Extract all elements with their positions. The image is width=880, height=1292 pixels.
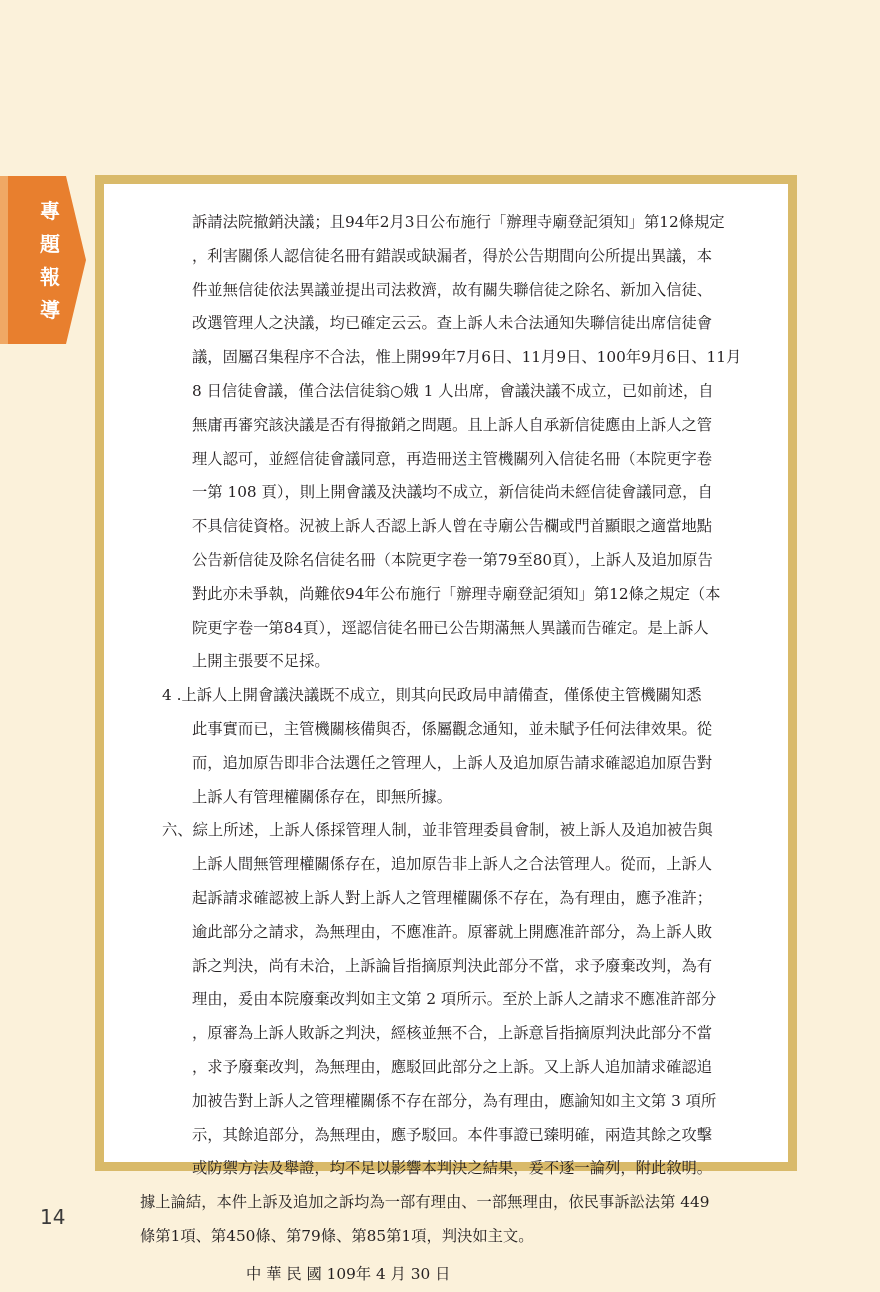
text-line: 逾此部分之請求，為無理由，不應准許。原審就上開應准許部分，為上訴人敗: [192, 922, 713, 941]
text-line: 而，追加原告即非合法選任之管理人，上訴人及追加原告請求確認追加原告對: [192, 753, 713, 772]
document-body: [140, 206, 780, 1292]
text-line: 理人認可，並經信徒會議同意，再造冊送主管機關列入信徒名冊（本院更字卷: [192, 449, 713, 468]
text-line: 一第 108 頁），則上開會議及決議均不成立，新信徒尚未經信徒會議同意，自: [192, 483, 713, 502]
text-line: 不具信徒資格。況被上訴人否認上訴人曾在寺廟公告欄或門首顯眼之適當地點: [192, 517, 713, 536]
text-line: 訴請法院撤銷決議；且94年2月3日公布施行「辦理寺廟登記須知」第12條規定: [192, 213, 725, 231]
section-tab-char: 導: [40, 298, 60, 322]
text-line: 訴之判決，尚有未洽，上訴論旨指摘原判決此部分不當，求予廢棄改判，為有: [192, 956, 713, 975]
text-line: ，利害關係人認信徒名冊有錯誤或缺漏者，得於公告期間向公所提出異議，本: [192, 246, 713, 265]
text-line: 改選管理人之決議，均已確定云云。查上訴人未合法通知失聯信徒出席信徒會: [192, 314, 713, 333]
section-tab: [0, 176, 86, 344]
text-line: 上開主張要不足採。: [192, 652, 330, 671]
text-line: 議，固屬召集程序不合法，惟上開99年7月6日、11月9日、100年9月6日、11月: [192, 348, 742, 367]
text-line: 對此亦未爭執，尚難依94年公布施行「辦理寺廟登記須知」第12條之規定（本: [192, 584, 721, 603]
text-line: 公告新信徒及除名信徒名冊（本院更字卷一第79至80頁），上訴人及追加原告: [192, 550, 713, 569]
section-tab-char: 題: [40, 232, 60, 256]
text-line: ，求予廢棄改判，為無理由，應駁回此部分之上訴。又上訴人追加請求確認追: [192, 1057, 713, 1076]
page-number: 14: [40, 1205, 66, 1229]
section-tab-char: 報: [40, 265, 60, 289]
text-line: 示，其餘追部分，為無理由，應予駁回。本件事證已臻明確，兩造其餘之攻擊: [192, 1125, 713, 1144]
text-line: 此事實而已，主管機關核備與否，係屬觀念通知，並未賦予任何法律效果。從: [192, 719, 713, 738]
text-line: 件並無信徒依法異議並提出司法救濟，故有關失聯信徒之除名、新加入信徒、: [192, 280, 713, 299]
text-line: 起訴請求確認被上訴人對上訴人之管理權關係不存在，為有理由，應予准許；: [192, 888, 713, 907]
text-line: 理由，爰由本院廢棄改判如主文第 2 項所示。至於上訴人之請求不應准許部分: [192, 990, 717, 1009]
judgment-date: 中 華 民 國 109年 4 月 30 日: [246, 1264, 451, 1283]
text-line: 4 .上訴人上開會議決議既不成立，則其向民政局申請備查，僅係使主管機關知悉: [162, 686, 702, 705]
text-line: 無庸再審究該決議是否有得撤銷之問題。且上訴人自承新信徒應由上訴人之管: [192, 415, 713, 434]
section-tab-char: 專: [40, 199, 60, 223]
section-tab-label: [30, 196, 70, 325]
text-line: 上訴人間無管理權關係存在，追加原告非上訴人之合法管理人。從而，上訴人: [192, 855, 713, 874]
text-line: 院更字卷一第84頁），逕認信徒名冊已公告期滿無人異議而告確定。是上訴人: [192, 618, 709, 637]
text-line: ，原審為上訴人敗訴之判決，經核並無不合，上訴意旨指摘原判決此部分不當: [192, 1024, 713, 1043]
text-line: 8 日信徒會議，僅合法信徒翁○娥 1 人出席，會議決議不成立，已如前述，自: [192, 381, 714, 400]
text-line: 六、綜上所述，上訴人係採管理人制，並非管理委員會制，被上訴人及追加被告與: [162, 821, 713, 840]
text-line: 條第1項、第450條、第79條、第85第1項，判決如主文。: [140, 1226, 534, 1245]
text-line: 上訴人有管理權關係存在，即無所據。: [192, 787, 453, 806]
text-line: 據上論結，本件上訴及追加之訴均為一部有理由、一部無理由，依民事訴訟法第 449: [140, 1193, 710, 1212]
text-line: 加被告對上訴人之管理權關係不存在部分，為有理由，應諭知如主文第 3 項所: [192, 1091, 717, 1110]
text-line: 或防禦方法及舉證，均不足以影響本判決之結果，爰不逐一論列，附此敘明。: [192, 1159, 713, 1178]
